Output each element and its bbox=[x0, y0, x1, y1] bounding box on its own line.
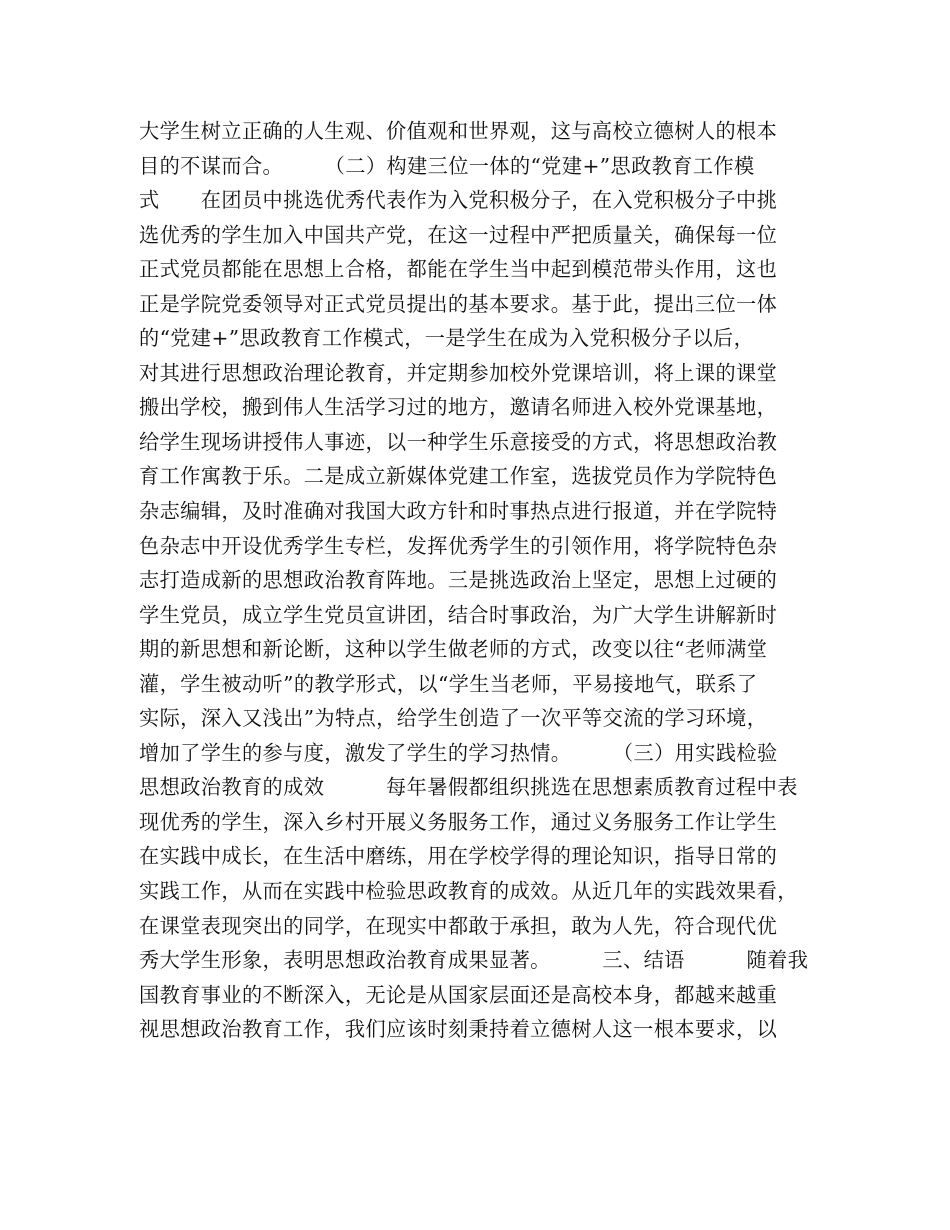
text-line: 式 在团员中挑选优秀代表作为入党积极分子，在入党积极分子中挑 bbox=[139, 188, 778, 213]
text-line: 在实践中成长，在生活中磨练，用在学校学得的理论知识，指导日常的 bbox=[139, 844, 778, 869]
body-text bbox=[139, 114, 839, 1047]
text-line: 秀大学生形象，表明思想政治教育成果显著。 三、结语 随着我 bbox=[139, 948, 809, 973]
text-line: 志打造成新的思想政治教育阵地。三是挑选政治上坚定，思想上过硬的 bbox=[139, 568, 778, 593]
text-line: 国教育事业的不断深入，无论是从国家层面还是高校本身，都越来越重 bbox=[139, 982, 778, 1007]
text-line: 给学生现场讲授伟人事迹，以一种学生乐意接受的方式，将思想政治教 bbox=[139, 429, 778, 454]
text-line: 灌，学生被动听”的教学形式，以“学生当老师，平易接地气，联系了 bbox=[139, 671, 758, 696]
text-line: 期的新思想和新论断，这种以学生做老师的方式，改变以往“老师满堂 bbox=[139, 637, 768, 662]
text-line: 实践工作，从而在实践中检验思政教育的成效。从近几年的实践效果看， bbox=[139, 879, 798, 904]
text-line: 大学生树立正确的人生观、价值观和世界观，这与高校立德树人的根本 bbox=[139, 119, 778, 143]
text-line: 视思想政治教育工作，我们应该时刻秉持着立德树人这一根本要求，以 bbox=[139, 1017, 778, 1042]
text-line: 在课堂表现突出的同学，在现实中都敢于承担，敢为人先，符合现代优 bbox=[139, 913, 778, 938]
text-line: 对其进行思想政治理论教育，并定期参加校外党课培训，将上课的课堂 bbox=[139, 360, 778, 385]
text-line: 正是学院党委领导对正式党员提出的基本要求。基于此，提出三位一体 bbox=[139, 291, 778, 316]
text-line: 实际，深入又浅出”为特点，给学生创造了一次平等交流的学习环境， bbox=[139, 706, 768, 731]
text-line: 色杂志中开设优秀学生专栏，发挥优秀学生的引领作用，将学院特色杂 bbox=[139, 533, 778, 558]
text-line: 选优秀的学生加入中国共产党，在这一过程中严把质量关，确保每一位 bbox=[139, 222, 778, 247]
text-line: 的“党建+”思政教育工作模式，一是学生在成为入党积极分子以后， bbox=[139, 326, 755, 351]
text-line: 搬出学校，搬到伟人生活学习过的地方，邀请名师进入校外党课基地， bbox=[139, 395, 778, 420]
text-line: 现优秀的学生，深入乡村开展义务服务工作，通过义务服务工作让学生 bbox=[139, 809, 778, 834]
text-line: 思想政治教育的成效 每年暑假都组织挑选在思想素质教育过程中表 bbox=[139, 775, 798, 800]
text-line: 育工作寓教于乐。二是成立新媒体党建工作室，选拔党员作为学院特色 bbox=[139, 464, 778, 489]
text-line: 杂志编辑，及时准确对我国大政方针和时事热点进行报道，并在学院特 bbox=[139, 499, 778, 524]
text-line: 正式党员都能在思想上合格，都能在学生当中起到模范带头作用，这也 bbox=[139, 257, 778, 282]
text-line: 学生党员，成立学生党员宣讲团，结合时事政治，为广大学生讲解新时 bbox=[139, 602, 778, 627]
text-line: 增加了学生的参与度，激发了学生的学习热情。 （三）用实践检验 bbox=[139, 740, 778, 765]
text-line: 目的不谋而合。 （二）构建三位一体的“党建+”思政教育工作模 bbox=[139, 153, 755, 178]
